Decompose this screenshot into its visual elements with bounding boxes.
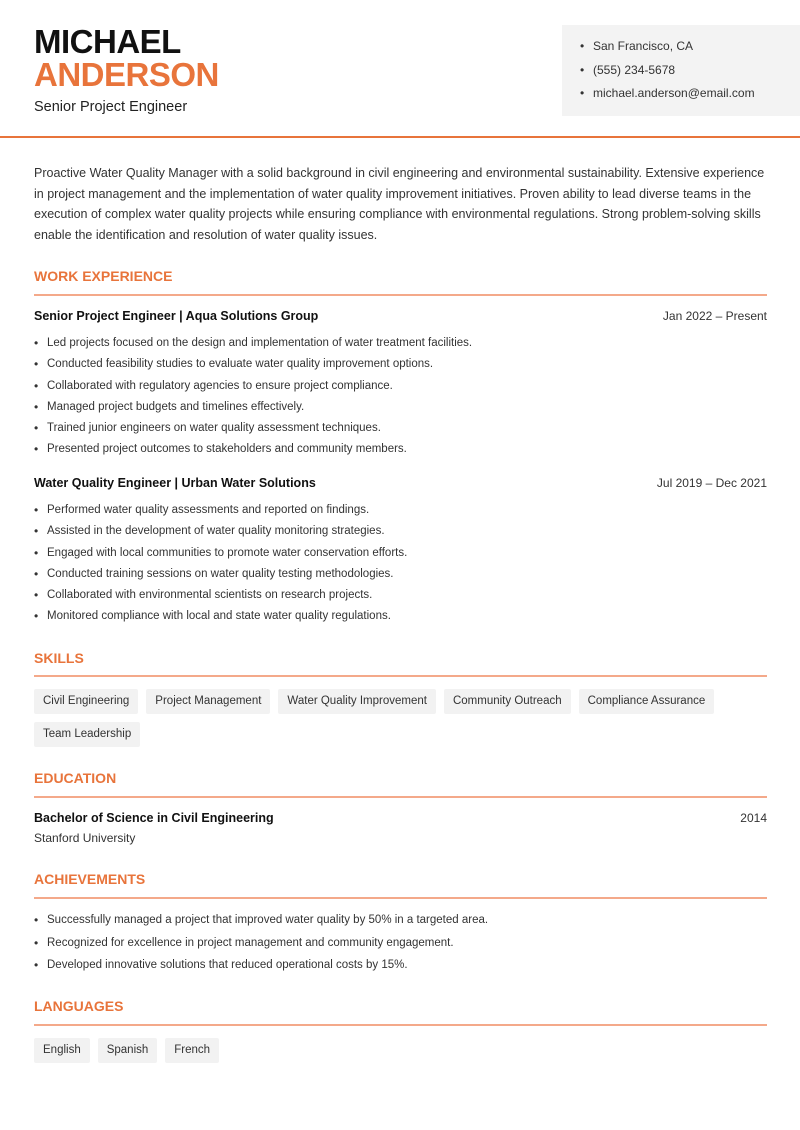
degree: Bachelor of Science in Civil Engineering <box>34 811 274 825</box>
list-item <box>34 912 767 935</box>
section-title-achievements: ACHIEVEMENTS <box>34 871 146 887</box>
language-tag: French <box>165 1038 219 1063</box>
bullet-icon: • <box>34 503 39 517</box>
language-tag: Spanish <box>98 1038 158 1063</box>
list-item <box>34 545 767 566</box>
bullet-icon: • <box>34 588 39 603</box>
bullet-icon: • <box>34 336 39 350</box>
list-item <box>34 420 767 441</box>
bullet-icon: • <box>34 545 39 560</box>
education-header <box>34 811 767 825</box>
bullet-text: Collaborated with environmental scientists on research projects. <box>47 589 373 602</box>
section-divider <box>34 796 767 798</box>
bullet-icon: • <box>34 442 39 457</box>
job-bullets <box>34 502 767 630</box>
skill-tag: Compliance Assurance <box>579 689 715 714</box>
job-bullets <box>34 335 767 463</box>
job-role: Senior Project Engineer | Aqua Solutions Group <box>34 309 319 323</box>
list-item <box>34 502 767 523</box>
bullet-icon: • <box>34 935 39 950</box>
section-title-skills: SKILLS <box>34 650 84 666</box>
bullet-text: Conducted training sessions on water quality testing methodologies. <box>47 567 394 580</box>
bullet-text: Recognized for excellence in project management and community engagement. <box>47 936 454 949</box>
bullet-text: Successfully managed a project that improved water quality by 50% in a targeted area. <box>47 914 489 926</box>
bullet-icon: • <box>34 524 39 539</box>
section-divider <box>34 675 767 677</box>
list-item <box>34 356 767 377</box>
bullet-icon: • <box>34 566 39 581</box>
bullet-icon: • <box>580 39 585 53</box>
list-item <box>34 378 767 399</box>
skill-tag: Team Leadership <box>34 722 140 747</box>
languages-list <box>34 1038 774 1063</box>
contact-box <box>562 25 800 116</box>
school-name: Stanford University <box>34 831 136 845</box>
list-item <box>34 399 767 420</box>
contact-phone <box>580 62 800 86</box>
bullet-text: Collaborated with regulatory agencies to ensure project compliance. <box>47 379 393 392</box>
job-role: Water Quality Engineer | Urban Water Solutions <box>34 476 316 490</box>
bullet-icon: • <box>34 913 39 927</box>
first-name: MICHAEL <box>34 23 181 60</box>
phone-text: (555) 234-5678 <box>593 62 676 77</box>
bullet-text: Monitored compliance with local and state water quality regulations. <box>47 610 391 623</box>
bullet-text: Presented project outcomes to stakeholders and community members. <box>47 443 407 456</box>
email-text: michael.anderson@email.com <box>593 86 755 100</box>
location-text: San Francisco, CA <box>593 39 694 53</box>
skill-tag: Water Quality Improvement <box>278 689 436 714</box>
bullet-icon: • <box>34 609 39 624</box>
job-header <box>34 309 767 323</box>
list-item <box>34 935 767 958</box>
bullet-text: Conducted feasibility studies to evaluate water quality improvement options. <box>47 358 434 371</box>
bullet-text: Assisted in the development of water quality monitoring strategies. <box>47 525 385 538</box>
bullet-text: Trained junior engineers on water quality assessment techniques. <box>47 422 381 435</box>
list-item <box>34 523 767 544</box>
bullet-text: Led projects focused on the design and implementation of water treatment facilities. <box>47 337 473 349</box>
section-title-education: EDUCATION <box>34 770 117 786</box>
achievements-list <box>34 912 767 980</box>
job-header <box>34 476 767 490</box>
list-item <box>34 566 767 587</box>
bullet-text: Engaged with local communities to promote water conservation efforts. <box>47 546 408 559</box>
bullet-text: Developed innovative solutions that reduced operational costs by 15%. <box>47 959 408 971</box>
section-divider <box>34 1024 767 1026</box>
job-dates: Jan 2022 – Present <box>662 309 767 323</box>
bullet-text: Managed project budgets and timelines effectively. <box>47 400 305 413</box>
bullet-icon: • <box>34 958 39 972</box>
bullet-text: Performed water quality assessments and reported on findings. <box>47 504 370 516</box>
bullet-icon: • <box>34 421 39 436</box>
list-item <box>34 957 767 980</box>
skill-tag: Community Outreach <box>444 689 571 714</box>
graduation-year: 2014 <box>740 811 767 825</box>
section-divider <box>34 897 767 899</box>
bullet-icon: • <box>34 357 39 372</box>
bullet-icon: • <box>34 378 39 393</box>
summary-paragraph: Proactive Water Quality Manager with a solid background in civil engineering and environmental sustainability. Extensive experience in project management and the implementation of water quality improvement initiatives. Proven ability to lead diverse teams in the execution of complex water quality projects while ensuring compliance with environmental regulations. Strong problem-solving skills enable the identification and resolution of water quality issues. <box>34 166 765 243</box>
skill-tag: Project Management <box>146 689 270 714</box>
job-title: Senior Project Engineer <box>34 99 188 115</box>
job-dates: Jul 2019 – Dec 2021 <box>656 476 767 490</box>
last-name: ANDERSON <box>34 56 219 93</box>
language-tag: English <box>34 1038 90 1063</box>
section-divider <box>34 294 767 296</box>
list-item <box>34 587 767 608</box>
bullet-icon: • <box>580 86 585 100</box>
skill-tag: Civil Engineering <box>34 689 138 714</box>
bullet-icon: • <box>34 399 39 414</box>
contact-email <box>580 85 800 109</box>
list-item <box>34 335 767 356</box>
skills-list <box>34 689 774 747</box>
section-title-work: WORK EXPERIENCE <box>34 268 173 284</box>
bullet-icon: • <box>580 62 585 77</box>
section-title-languages: LANGUAGES <box>34 998 124 1014</box>
resume-header <box>0 0 800 138</box>
list-item <box>34 441 767 462</box>
contact-location <box>580 38 800 62</box>
list-item <box>34 608 767 629</box>
